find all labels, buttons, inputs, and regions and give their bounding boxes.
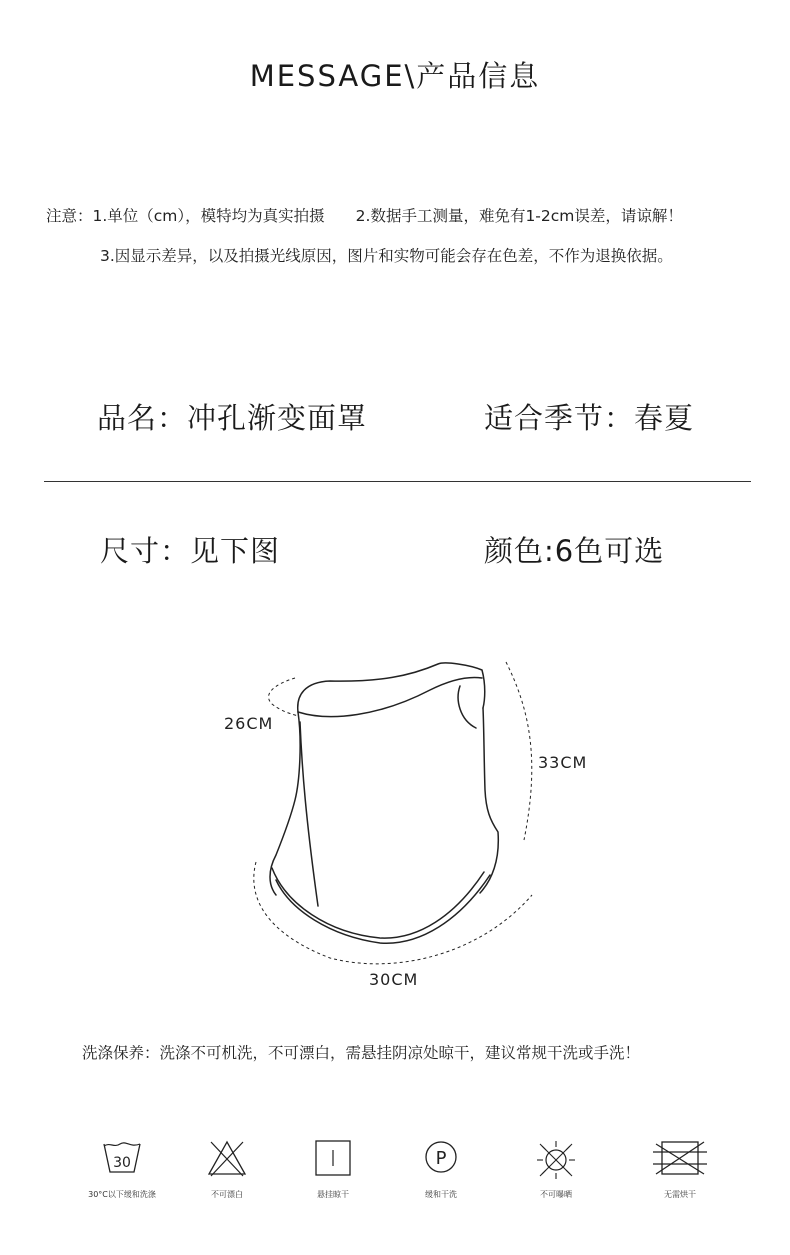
no-sun-dry-icon <box>532 1138 580 1182</box>
dim-top-label: 26CM <box>224 714 274 733</box>
wash-temp-badge: 30 <box>113 1155 131 1171</box>
care-caption-no-tumble: 无需烘干 <box>664 1190 696 1199</box>
mask-bottom-hem-inner <box>272 868 484 938</box>
care-item-no-sun <box>501 1138 611 1213</box>
product-season: 适合季节：春夏 <box>484 401 695 435</box>
dry-clean-p-icon <box>419 1138 463 1178</box>
no-bleach-icon <box>205 1138 249 1178</box>
note-line-2: 3.因显示差异，以及拍摄光线原因，图片和实物可能会存在色差，不作为退换依据。 <box>100 247 673 265</box>
care-item-no-bleach <box>172 1138 282 1213</box>
care-instructions: 洗涤保养：洗涤不可机洗，不可漂白，需悬挂阴凉处晾干，建议常规干洗或手洗！ <box>82 1044 641 1062</box>
care-item-no-tumble <box>625 1138 735 1213</box>
mask-fold-line <box>300 722 318 906</box>
dry-clean-badge: P <box>435 1148 447 1169</box>
mask-bottom-hem <box>276 875 490 943</box>
care-item-hang-dry <box>278 1138 388 1213</box>
wash-30-icon <box>100 1138 144 1178</box>
dim-guide-height <box>506 662 532 840</box>
mask-ear-opening <box>458 686 476 728</box>
care-caption-hang-dry: 悬挂晾干 <box>317 1190 349 1199</box>
mask-top-rim <box>298 663 485 712</box>
care-item-dry-clean <box>386 1138 496 1213</box>
page-title: MESSAGE\产品信息 <box>249 59 541 93</box>
care-caption-no-sun: 不可曝晒 <box>540 1190 572 1199</box>
care-caption-no-bleach: 不可漂白 <box>211 1190 243 1199</box>
mask-right-edge <box>480 708 498 893</box>
dim-height-label: 33CM <box>538 753 588 772</box>
mask-left-edge <box>270 712 300 895</box>
product-color: 颜色:6色可选 <box>484 534 665 568</box>
mask-size-diagram <box>200 640 600 1000</box>
mask-top-rim-inner <box>298 678 482 717</box>
hang-dry-icon <box>311 1138 355 1178</box>
divider <box>44 481 751 482</box>
product-size: 尺寸：见下图 <box>100 534 281 568</box>
care-item-wash <box>67 1138 177 1213</box>
care-caption-wash: 30°C以下缓和洗涤 <box>88 1190 156 1199</box>
dim-bottom-label: 30CM <box>369 970 419 989</box>
no-tumble-dry-icon <box>650 1138 710 1178</box>
dim-guide-top <box>269 678 298 716</box>
product-name: 品名：冲孔渐变面罩 <box>97 401 368 435</box>
care-caption-dry-clean: 缓和干洗 <box>425 1190 457 1199</box>
note-line-1: 注意：1.单位（cm），模特均为真实拍摄 2.数据手工测量，难免有1-2cm误差，请谅解！ <box>46 207 683 225</box>
